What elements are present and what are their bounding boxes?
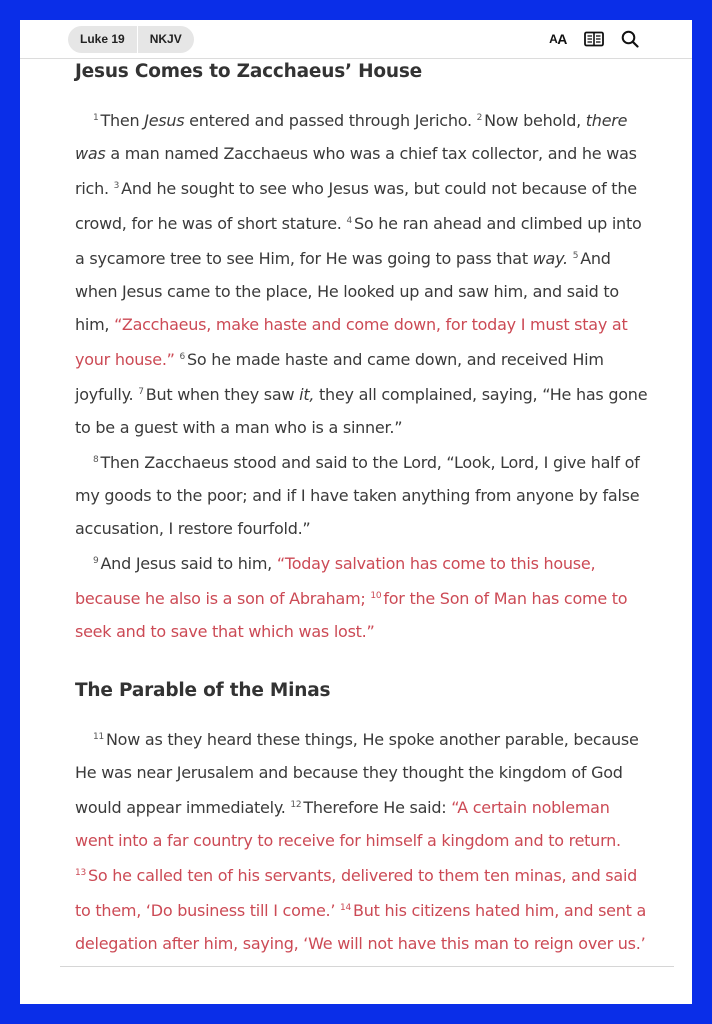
words-of-christ-text: “A certain nobleman went into a far country to receive for himself a kingdom and to return. [75, 798, 621, 850]
verse-number[interactable]: 12 [290, 800, 302, 810]
verse-text: So he ran ahead and climbed up into a sycamore tree to see Him, for He was going to pass that [75, 214, 642, 268]
top-toolbar [20, 20, 692, 59]
verse-number[interactable]: 3 [113, 181, 120, 191]
verse-text: a man named Zacchaeus who was a chief tax collector, and he was rich. [75, 144, 637, 198]
verse-number[interactable]: 6 [179, 352, 186, 362]
words-of-christ-text: for the Son of Man has come to seek and to save that which was lost.” [75, 589, 628, 641]
verse-number[interactable]: 13 [75, 868, 86, 878]
verse-text: And Jesus said to him, [100, 554, 277, 573]
verse-text [568, 249, 573, 268]
verse-number[interactable]: 5 [572, 251, 579, 261]
version-button[interactable]: NKJV [149, 32, 182, 46]
verse-text: So he made haste and came down, and received Him joyfully. [75, 350, 604, 404]
toolbar-actions [548, 29, 640, 49]
verse-italic-text: it, [299, 385, 315, 404]
section-heading: Jesus Comes to Zacchaeus’ House [75, 61, 423, 82]
verse-number[interactable]: 7 [138, 387, 144, 397]
section-heading: The Parable of the Minas [75, 680, 331, 701]
verse-number[interactable]: 2 [476, 113, 483, 123]
verse-text: And when Jesus came to the place, He looked up and saw him, and said to him, [75, 249, 619, 334]
verse-text: Now behold, [484, 111, 586, 130]
text-size-icon[interactable] [548, 29, 568, 49]
words-of-christ-text: So he called ten of his servants, delivered to them ten minas, and said to them, ‘Do business till I come.’ [75, 866, 638, 920]
verse-number[interactable]: 14 [340, 903, 351, 913]
text-size-small-label: A [549, 32, 558, 46]
verse-italic-text: way. [532, 249, 568, 268]
verse-text [175, 350, 180, 369]
verse-text: And he sought to see who Jesus was, but could not because of the crowd, for he was of short stature. [75, 179, 637, 233]
verse-number[interactable]: 10 [370, 591, 382, 601]
words-of-christ-text: But his citizens hated him, and sent a delegation after him, saying, ‘We will not have this man to reign over us.’ [75, 901, 647, 953]
words-of-christ-text: “Today salvation has come to this house, because he also is a son of Abraham; [75, 554, 596, 608]
verse-number[interactable]: 1 [93, 113, 99, 123]
scripture-paragraph [75, 721, 650, 960]
scripture-paragraph [75, 102, 650, 444]
section-body [75, 102, 650, 648]
verse-number[interactable]: 4 [346, 216, 352, 226]
verse-text: Then Zacchaeus stood and said to the Lord, “Look, Lord, I give half of my goods to the poor; and if I have taken anything from anyone by false accusation, I restore fourfold.” [75, 453, 640, 538]
chapter-content [75, 60, 650, 960]
search-icon[interactable] [620, 29, 640, 49]
verse-number[interactable]: 8 [93, 455, 99, 465]
scripture-paragraph [75, 444, 650, 545]
verse-italic-text: Jesus [144, 111, 185, 130]
words-of-christ-text: “Zacchaeus, make haste and come down, for today I must stay at your house.” [75, 315, 628, 369]
verse-text: Then [100, 111, 145, 130]
verse-text: Therefore He said: [303, 798, 452, 817]
text-size-big-label: A [557, 31, 567, 47]
verse-number[interactable]: 11 [93, 732, 104, 742]
verse-number[interactable]: 9 [93, 556, 99, 566]
reader-window [20, 20, 692, 1004]
verse-text: Now as they heard these things, He spoke another parable, because He was near Jerusalem and because they thought the kingdom of God would appear immediately. [75, 730, 639, 817]
section-body [75, 721, 650, 960]
passage-selector[interactable] [68, 26, 194, 53]
verse-italic-text: there was [75, 111, 628, 163]
verse-text: entered and passed through Jericho. [184, 111, 477, 130]
bottom-divider [60, 966, 674, 967]
scripture-paragraph [75, 545, 650, 648]
reader-book-icon[interactable] [584, 29, 604, 49]
book-chapter-button[interactable]: Luke 19 [80, 32, 125, 46]
verse-text: they all complained, saying, “He has gone to be a guest with a man who is a sinner.” [75, 385, 648, 437]
verse-text: But when they saw [145, 385, 300, 404]
